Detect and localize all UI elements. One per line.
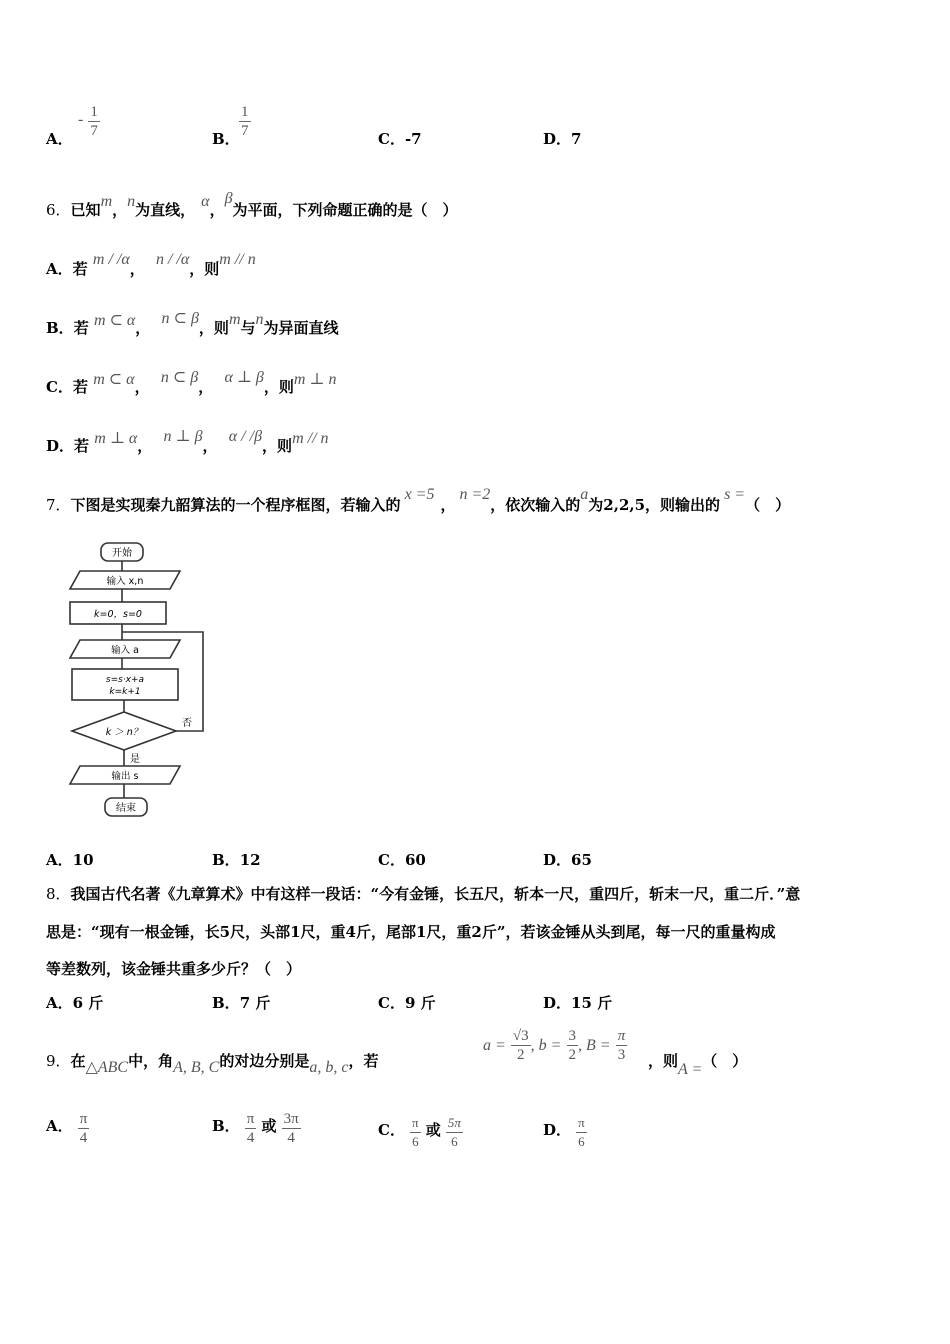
q7-option-b: B．12 [212,851,261,869]
q7-option-d: D．65 [543,851,592,869]
q6-stem: 6．已知m，n为直线， α，β为平面，下列命题正确的是（ ） [46,190,458,219]
q8-line-2: 思是：“现有一根金锤，长5尺，头部1尺，重4斤，尾部1尺，重2斤”，若该金锤从头到尾，每一尺的重量构成 [46,923,776,941]
q5-option-c: C．-7 [378,130,422,148]
q5-option-a: A． [46,130,73,148]
flow-init-label: k=0，s=0 [94,609,142,620]
q7-option-a: A．10 [46,851,94,869]
flow-update-label-2: k=k+1 [109,687,141,697]
flow-input-xn-label: 输入 x,n [106,576,144,587]
flow-input-a-label: 输入 a [111,645,139,656]
q9-option-d: D． $\frac{\pi}{6}$ [543,1115,585,1149]
q6-option-b: B．若 m ⊂ α， n ⊂ β，则m与n为异面直线 [46,310,339,337]
q6-option-c: C．若 m ⊂ α， n ⊂ β， α ⊥ β，则m ⊥ n [46,369,337,396]
q9-option-b: B． $\frac{\pi}{4}$ 或 $\frac{3\pi}{4}$ [212,1111,299,1146]
flow-end-label: 结束 [116,803,136,814]
q7-option-c: C．60 [378,851,426,869]
q5-option-b-value: $\frac{1}{7}$ [241,104,249,139]
flow-output-label: 输出 s [111,771,139,782]
q6-option-a: A．若 m / /α， n / /α，则m // n [46,251,256,278]
q9-stem-right: ，则A =（ ） [648,1052,748,1078]
q9-stem-left: 9．在△ABC中，角A, B, C的对边分别是a, b, c，若 [46,1052,379,1076]
q8-line-3: 等差数列，该金锤共重多少斤？（ ） [46,960,302,978]
flow-yes-label: 是 [130,754,140,765]
q8-option-a: A．6 斤 [46,994,104,1012]
flow-condition-label: k ＞ n？ [105,727,143,738]
q5-option-b: B． [212,130,240,148]
flow-no-label: 否 [182,718,192,729]
q5-option-d: D．7 [543,130,582,148]
flow-start-label: 开始 [112,548,132,559]
q8-option-b: B．7 斤 [212,994,271,1012]
q8-line-1: 8．我国古代名著《九章算术》中有这样一段话：“今有金锤，长五尺，斩本一尺，重四斤，斩末一尺，重二斤．”意 [46,885,801,903]
q9-conditions: a = $\frac{√3}{2}$ , b = $\frac{3}{2}$ , B = $\frac{\pi}{3}$ [483,1028,626,1063]
q9-option-a: A． $\frac{\pi}{4}$ [46,1111,88,1146]
q7-stem: 7．下图是实现秦九韶算法的一个程序框图，若输入的x =5，n =2，依次输入的a为2,2,5，则输出的s =（ ） [46,486,791,514]
q5-option-a-value: - $\frac{1}{7}$ [78,104,98,139]
q9-option-c: C． $\frac{\pi}{6}$ 或 $\frac{5\pi}{6}$ [378,1115,461,1149]
q6-option-d: D．若 m ⊥ α， n ⊥ β， α / /β，则m // n [46,428,329,455]
q7-flowchart [64,538,214,828]
flow-update-label-1: s=s·x+a [105,675,145,685]
q8-option-d: D．15 斤 [543,994,613,1012]
q8-option-c: C．9 斤 [378,994,436,1012]
